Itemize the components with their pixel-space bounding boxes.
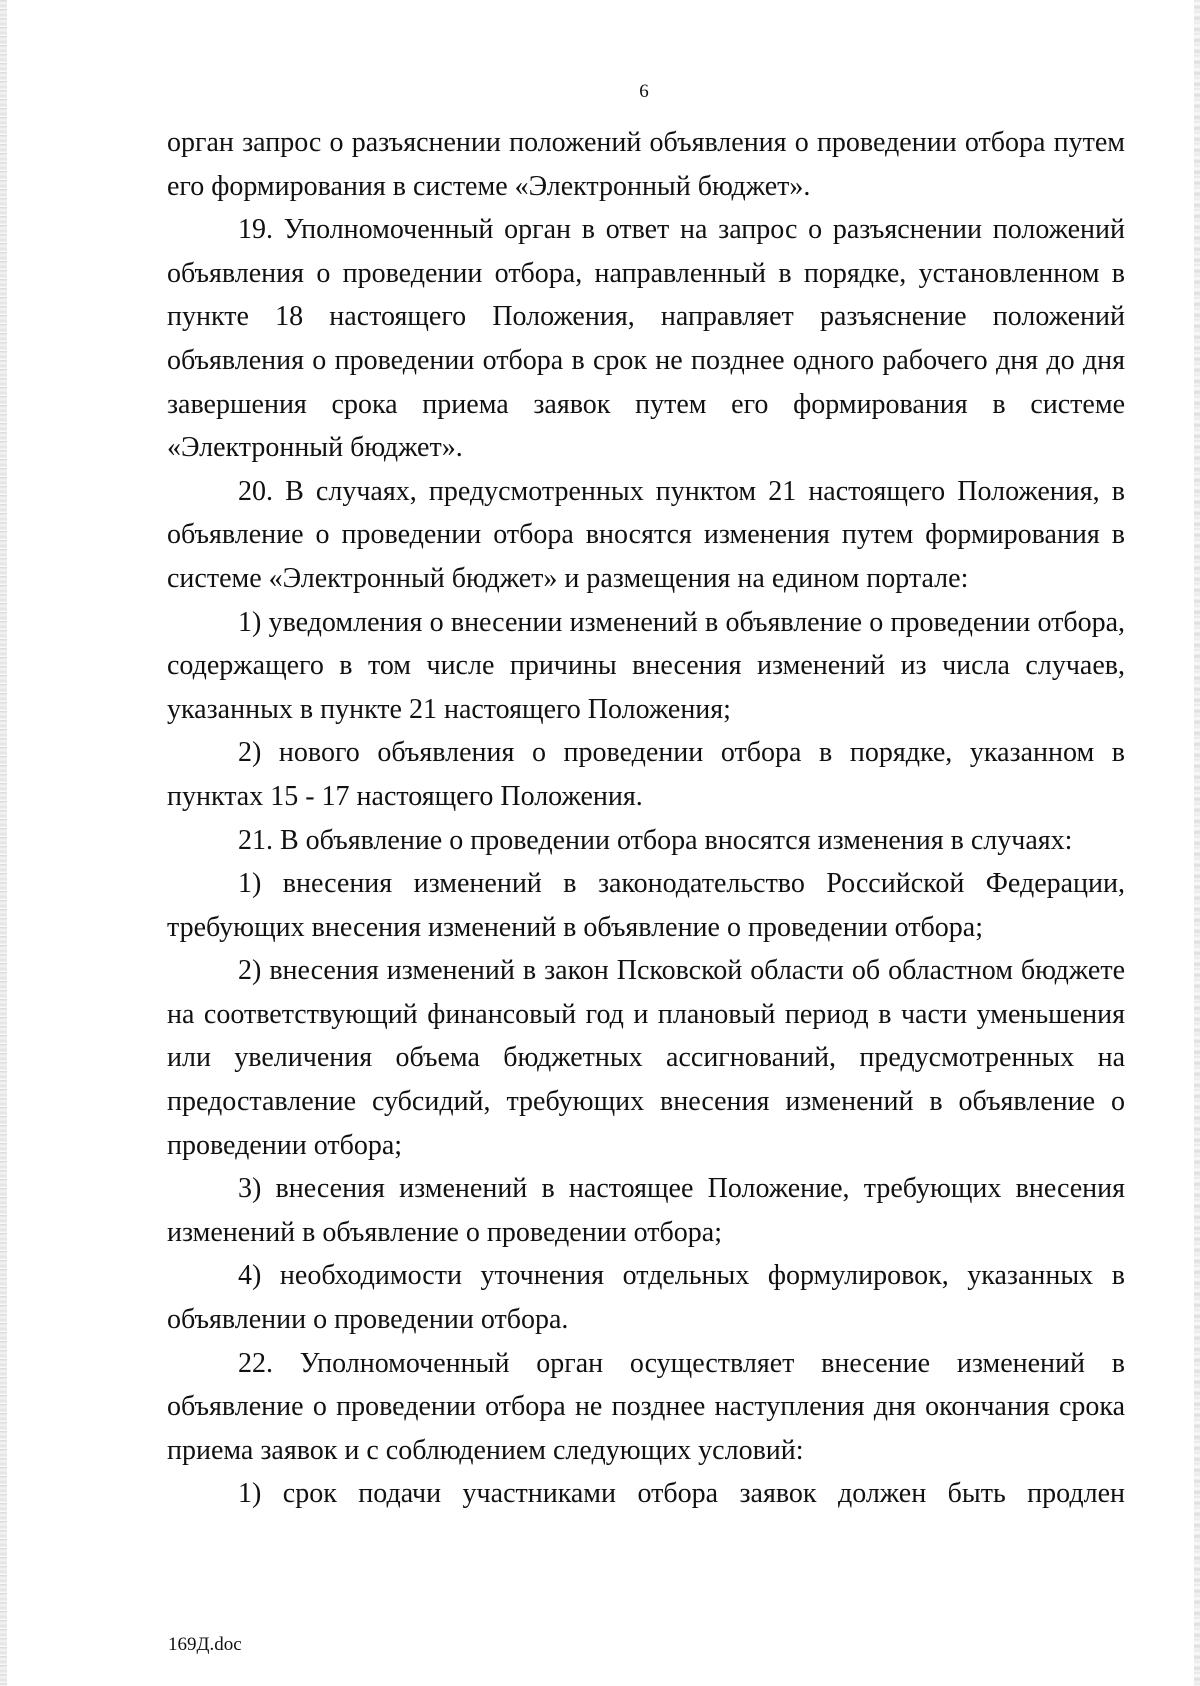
paragraph-item-21-3: 3) внесения изменений в настоящее Положение, требующих внесения изменений в объявление о проведении отбора; [167,1173,1125,1248]
paragraph-item-19: 19. Уполномоченный орган в ответ на запрос о разъяснении положений объявления о проведении отбора, направленный в порядке, установленном в пункте 18 настоящего Положения, направляет разъяснение положений объявления о проведении отбора в срок не позднее одного рабочего дня до дня завершения срока приема заявок путем его формирования в системе «Электронный бюджет». [167,214,1125,464]
file-name-footer: 169Д.doc [168,1634,242,1655]
page-number: 6 [639,81,649,102]
document-body [167,121,1125,1516]
paragraph-item-21-2: 2) внесения изменений в закон Псковской области об областном бюджете на соответствующий финансовый год и плановый период в части уменьшения или увеличения объема бюджетных ассигнований, предусмотренных на предоставление субсидий, требующих внесения изменений в объявление о проведении отбора; [167,955,1125,1161]
paragraph-item-20-1: 1) уведомления о внесении изменений в объявление о проведении отбора, содержащего в том числе причины внесения изменений из числа случаев, указанных в пункте 21 настоящего Положения; [167,606,1125,725]
scan-edge-right [1194,0,1200,1686]
paragraph-item-20-2: 2) нового объявления о проведении отбора в порядке, указанном в пунктах 15 - 17 настоящего Положения. [167,737,1125,812]
scan-edge-left [0,0,7,1686]
paragraph-continuation: орган запрос о разъяснении положений объявления о проведении отбора путем его формирования в системе «Электронный бюджет». [167,127,1125,202]
paragraph-item-21-4: 4) необходимости уточнения отдельных формулировок, указанных в объявлении о проведении отбора. [167,1260,1125,1336]
paragraph-item-22: 22. Уполномоченный орган осуществляет внесение изменений в объявление о проведении отбора не позднее наступления дня окончания срока приема заявок и с соблюдением следующих условий: [167,1347,1125,1466]
paragraph-item-20: 20. В случаях, предусмотренных пунктом 21 настоящего Положения, в объявление о проведении отбора вносятся изменения путем формирования в системе «Электронный бюджет» и размещения на едином портале: [167,475,1125,594]
paragraph-item-21-1: 1) внесения изменений в законодательство Российской Федерации, требующих внесения изменений в объявление о проведении отбора; [167,868,1125,943]
paragraph-item-22-1: 1) срок подачи участниками отбора заявок должен быть продлен [238,1478,1125,1510]
paragraph-item-21: 21. В объявление о проведении отбора вносятся изменения в случаях: [238,824,1073,856]
